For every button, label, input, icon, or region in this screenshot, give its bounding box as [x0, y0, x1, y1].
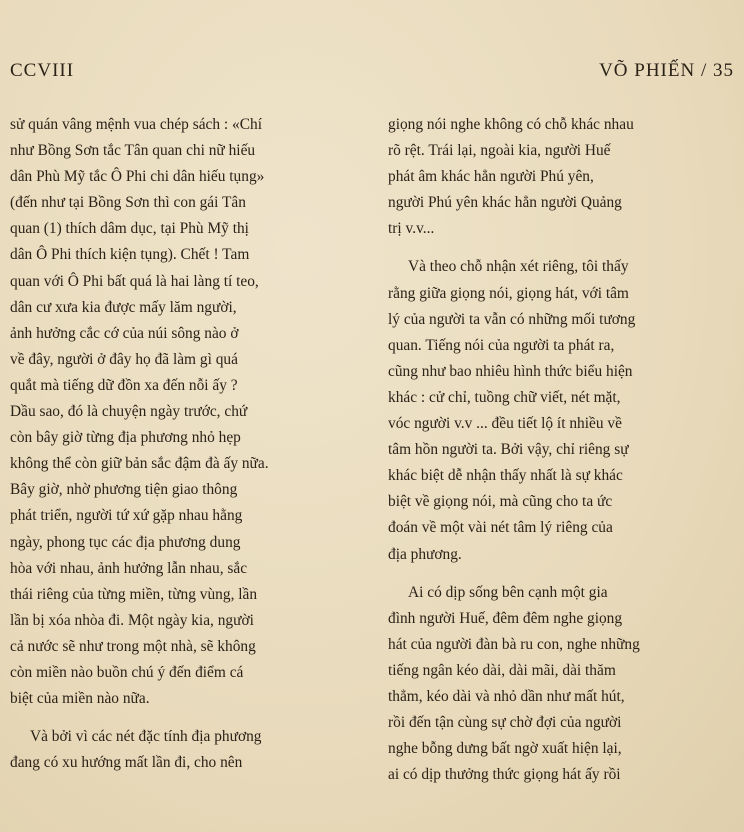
- text-line: quan với Ô Phi bất quá là hai làng tí teo,: [10, 272, 259, 290]
- text-line: Ai có dịp sống bên cạnh một gia: [408, 583, 608, 601]
- paragraph-gap: [10, 712, 360, 724]
- text-line: Dầu sao, đó là chuyện ngày trước, chứ: [10, 403, 248, 421]
- text-line: lý của người ta vẫn có những mối tương: [388, 310, 636, 328]
- text-line: dân cư xưa kia được mấy lăm người,: [10, 298, 237, 316]
- text-line: thái riêng của từng miền, từng vùng, lần: [10, 585, 258, 603]
- text-line: ai có dịp thưởng thức giọng hát ấy rồi: [388, 766, 621, 784]
- text-line: phát triển, người tứ xứ gặp nhau hằng: [10, 507, 243, 525]
- text-line: dân Phù Mỹ tắc Ô Phi chi dân hiếu tụng»: [10, 168, 265, 186]
- text-line: trị v.v...: [388, 220, 435, 238]
- text-line: Bây giờ, nhờ phương tiện giao thông: [10, 481, 238, 499]
- text-line: đình người Huế, đêm đêm nghe giọng: [388, 609, 623, 627]
- text-line: không thể còn giữ bản sắc đậm đà ấy nữa.: [10, 455, 269, 473]
- text-line: còn bây giờ từng địa phương nhỏ hẹp: [10, 429, 241, 447]
- paragraph: [388, 580, 738, 789]
- text-line: còn miền nào buồn chú ý đến điểm cá: [10, 663, 244, 681]
- text-line: ảnh hưởng cắc cớ của núi sông nào ở: [10, 324, 239, 342]
- text-line: (đến như tại Bồng Sơn thì con gái Tân: [10, 194, 246, 212]
- text-line: quan. Tiếng nói của người ta phát ra,: [388, 336, 615, 354]
- text-line: cũng như bao nhiêu hình thức biểu hiện: [388, 362, 633, 380]
- left-column: [10, 112, 360, 776]
- paragraph: [388, 254, 738, 567]
- text-line: phát âm khác hẳn người Phú yên,: [388, 168, 594, 186]
- text-line: hát của người đàn bà ru con, nghe những: [388, 635, 640, 653]
- text-line: quan (1) thích dâm dục, tại Phù Mỹ thị: [10, 220, 249, 238]
- paragraph-gap: [388, 568, 738, 580]
- text-line: thẳm, kéo dài và nhỏ dần như mất hút,: [388, 687, 625, 705]
- text-line: tâm hồn người ta. Bởi vậy, chỉ riêng sự: [388, 441, 629, 459]
- paragraph: [10, 112, 360, 712]
- page-header-right: VÕ PHIẾN / 35: [599, 60, 734, 81]
- text-line: khác biệt dễ nhận thấy nhất là sự khác: [388, 467, 623, 485]
- text-line: Và theo chỗ nhận xét riêng, tôi thấy: [408, 258, 629, 276]
- text-line: biệt của miền nào nữa.: [10, 690, 150, 708]
- text-line: rõ rệt. Trái lại, ngoài kia, người Huế: [388, 142, 611, 160]
- text-line: người Phú yên khác hẳn người Quảng: [388, 194, 622, 212]
- text-line: rồi đến tận cùng sự chờ đợi của người: [388, 714, 622, 732]
- text-line: hòa với nhau, ảnh hưởng lẫn nhau, sắc: [10, 559, 248, 577]
- text-line: giọng nói nghe không có chỗ khác nhau: [388, 116, 634, 133]
- text-line: tiếng ngân kéo dài, dài mãi, dài thăm: [388, 661, 616, 679]
- page-header-left: CCVIII: [10, 60, 75, 81]
- text-line: rằng giữa giọng nói, giọng hát, với tâm: [388, 284, 629, 302]
- text-line: khác : cử chỉ, tuồng chữ viết, nét mặt,: [388, 388, 621, 406]
- text-line: quắt mà tiếng dữ đồn xa đến nỗi ấy ?: [10, 376, 238, 394]
- text-line: ngày, phong tục các địa phương dung: [10, 533, 241, 551]
- text-line: Và bởi vì các nét đặc tính địa phương: [30, 728, 262, 746]
- text-line: đang có xu hướng mất lần đi, cho nên: [10, 754, 243, 772]
- right-column: [388, 112, 738, 788]
- text-line: vóc người v.v ... đều tiết lộ ít nhiều về: [388, 415, 622, 433]
- text-line: sử quán vâng mệnh vua chép sách : «Chí: [10, 116, 262, 133]
- text-line: dân Ô Phi thích kiện tụng). Chết ! Tam: [10, 246, 250, 264]
- paragraph: [10, 724, 360, 776]
- text-line: về đây, người ở đây họ đã làm gì quá: [10, 350, 238, 368]
- text-line: cả nước sẽ như trong một nhà, sẽ không: [10, 637, 256, 655]
- text-line: đoán về một vài nét tâm lý riêng của: [388, 519, 613, 537]
- text-line: như Bồng Sơn tắc Tân quan chi nữ hiếu: [10, 142, 256, 160]
- text-line: lần bị xóa nhòa đi. Một ngày kia, người: [10, 611, 254, 629]
- text-line: địa phương.: [388, 545, 462, 563]
- paragraph-gap: [388, 242, 738, 254]
- text-line: biệt về giọng nói, mà cũng cho ta ức: [388, 493, 613, 511]
- text-line: nghe bỗng dưng bất ngờ xuất hiện lại,: [388, 740, 622, 758]
- paragraph: [388, 112, 738, 242]
